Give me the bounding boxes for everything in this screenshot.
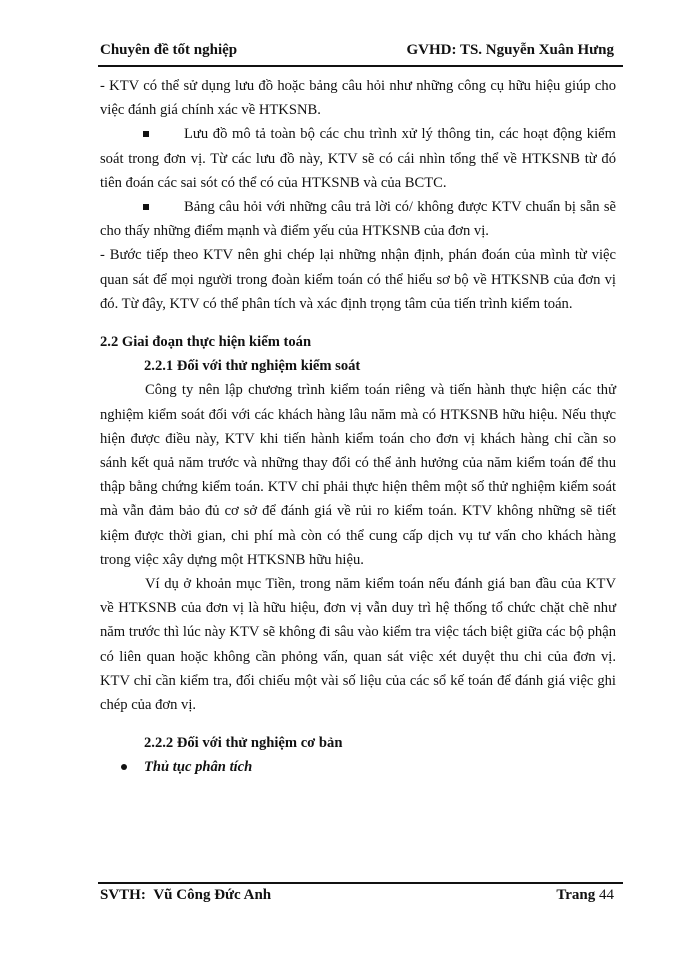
footer-author-name: Vũ Công Đức Anh xyxy=(153,887,272,903)
footer-page-label: Trang xyxy=(556,887,596,903)
paragraph-cash-example: Ví dụ ở khoản mục Tiền, trong năm kiểm toán nếu đánh giá ban đầu của KTV về HTKSNB của đơn vị là hữu hiệu, đơn vị vẫn duy trì hệ thống tổ chức chặt chẽ như năm trước thì lúc này KTV sẽ không đi sâu vào kiểm tra việc tách biệt giữa các bộ phận có liên quan hoặc không cần phỏng vấn, quan sát việc xét duyệt thu chi của đơn vị. KTV chỉ cần kiểm tra, đối chiếu một vài số liệu của các sổ kế toán để đánh giá việc ghi chép của đơn vị. xyxy=(100,576,616,714)
paragraph-control-tests: Công ty nên lập chương trình kiểm toán riêng và tiến hành thực hiện các thử nghiệm kiểm soát đối với các khách hàng lâu năm mà có HTKSNB hữu hiệu. Nếu thực hiện được điều này, KTV khi tiến hành kiểm toán cho đơn vị khách hàng chỉ cần so sánh kết quả năm trước và những thay đổi có thể ảnh hưởng của năm kiểm toán để thu thập bằng chứng kiểm toán. KTV chỉ phải thực hiện thêm một số thử nghiệm kiểm soát mà vẫn đảm bảo đủ cơ sở để đánh giá về rủi ro kiểm toán. KTV không những sẽ tiết kiệm được thời gian, chi phí mà còn có thể cung cấp dịch vụ tư vấn cho khách hàng trong việc xây dựng một HTKSNB hữu hiệu. xyxy=(100,382,616,568)
footer-author-label: SVTH: xyxy=(100,887,146,903)
header-title: Chuyên đề tốt nghiệp xyxy=(100,42,238,58)
square-bullet-icon xyxy=(143,131,149,137)
paragraph-next-step: - Bước tiếp theo KTV nên ghi chép lại những nhận định, phán đoán của mình từ việc quan sát để mọi người trong đoàn kiểm toán có thể hiểu sơ bộ về HTKSNB của đơn vị đó. Từ đây, KTV có thể phân tích và xác định trọng tâm của tiến trình kiểm toán. xyxy=(100,247,616,312)
bullet-text-analytical: Thủ tục phân tích xyxy=(144,759,253,776)
page-footer xyxy=(100,887,620,907)
bullet-item-flowchart xyxy=(100,122,616,195)
bullet-text-flowchart: Lưu đồ mô tả toàn bộ các chu trình xử lý thông tin, các hoạt động kiểm soát trong đơn vị. Từ các lưu đồ này, KTV sẽ có cái nhìn tổng thể về HTKSNB từ đó tiên đoán các sai sót có thể có của HTKSNB và của BCTC. xyxy=(100,126,616,191)
header-divider xyxy=(98,65,623,67)
round-bullet-icon xyxy=(121,764,127,770)
bullet-item-analytical xyxy=(100,755,616,779)
subsection-heading-2-2-2: 2.2.2 Đối với thử nghiệm cơ bản xyxy=(144,735,343,752)
page-body xyxy=(100,74,616,780)
page-number: 44 xyxy=(599,887,614,903)
header-supervisor: GVHD: TS. Nguyễn Xuân Hưng xyxy=(406,42,614,58)
footer-divider xyxy=(98,882,623,884)
section-heading-2-2: 2.2 Giai đoạn thực hiện kiểm toán xyxy=(100,334,312,351)
square-bullet-icon xyxy=(143,204,149,210)
footer-author xyxy=(100,887,271,904)
footer-page xyxy=(556,887,614,904)
paragraph-tools: - KTV có thể sử dụng lưu đồ hoặc bảng câu hỏi như những công cụ hữu hiệu giúp cho việc đánh giá chính xác về HTKSNB. xyxy=(100,78,616,119)
bullet-item-questionnaire xyxy=(100,195,616,243)
bullet-text-questionnaire: Bảng câu hỏi với những câu trả lời có/ không được KTV chuẩn bị sẵn sẽ cho thấy những điểm mạnh và điểm yếu của HTKSNB của đơn vị. xyxy=(100,199,616,240)
subsection-heading-2-2-1: 2.2.1 Đối với thử nghiệm kiểm soát xyxy=(144,358,361,375)
page-header xyxy=(100,42,620,62)
